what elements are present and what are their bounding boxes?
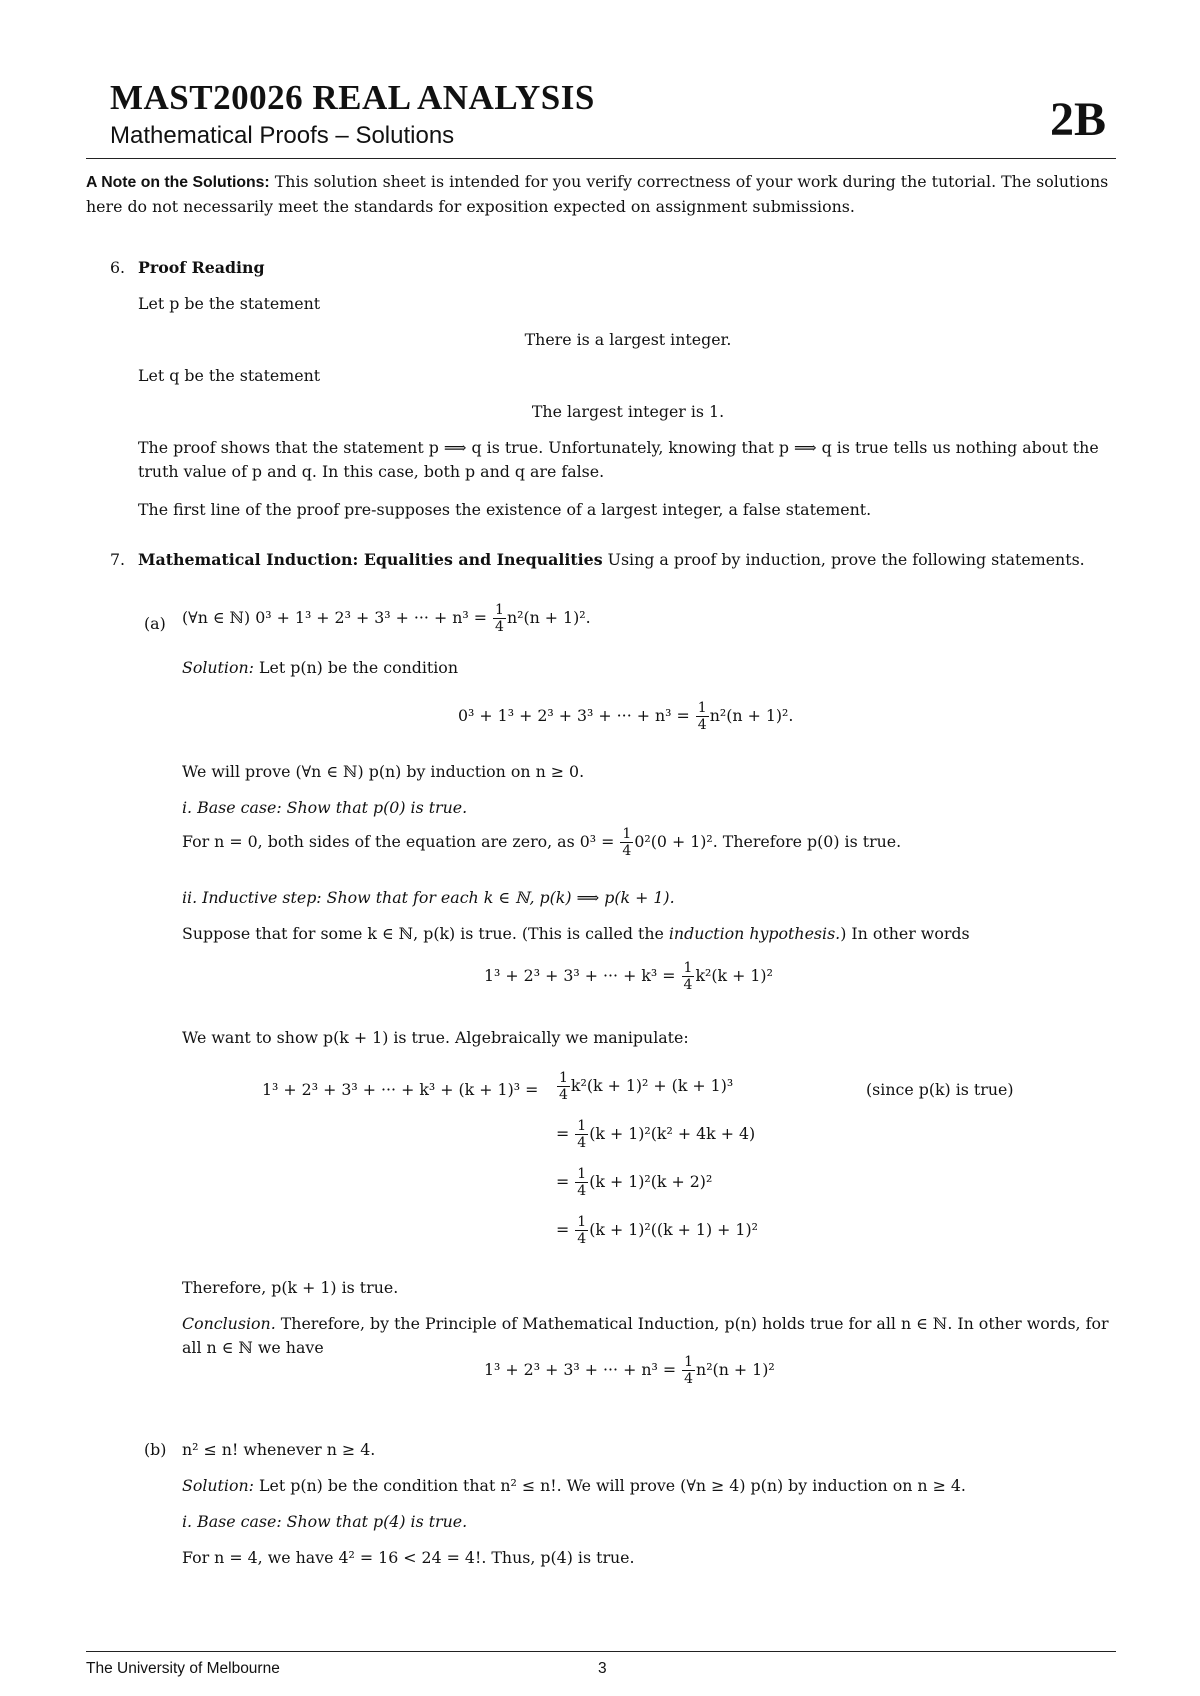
- q7a-label: (a): [144, 614, 166, 633]
- page-subtitle: Mathematical Proofs – Solutions: [110, 122, 455, 149]
- solutions-note: [86, 170, 1126, 219]
- q7a-conclusion: Conclusion. Therefore, by the Principle of Mathematical Induction, p(n) holds true for all n ∈ ℕ. In other words, for all n ∈ ℕ we have: [182, 1314, 1109, 1357]
- q7-intro: Using a proof by induction, prove the following statements.: [607, 550, 1085, 569]
- fraction-one-quarter: $\frac{1}{4}$: [495, 602, 504, 635]
- q6-statement-p: There is a largest integer.: [524, 330, 732, 349]
- align-note: (since p(k) is true): [866, 1080, 1014, 1099]
- q7a-display-equation-1: 0³ + 1³ + 2³ + 3³ + ··· + n³ = $\frac{1}{4}$ n²(n + 1)².: [458, 700, 794, 733]
- align-row-4: = $\frac{1}{4}$ (k + 1)²((k + 1) + 1)²: [556, 1214, 758, 1247]
- q7b-solution: Solution: Let p(n) be the condition that n² ≤ n!. We will prove (∀n ≥ 4) p(n) by induction on n ≥ 4.: [182, 1476, 966, 1495]
- q7a-step-heading: ii. Inductive step: Show that for each k ∈ ℕ, p(k) ⟹ p(k + 1).: [182, 888, 675, 907]
- q6-number: 6.: [110, 258, 126, 277]
- align-lhs: 1³ + 2³ + 3³ + ··· + k³ + (k + 1)³ =: [262, 1080, 539, 1099]
- q7a-statement: (∀n ∈ ℕ) 0³ + 1³ + 2³ + 3³ + ··· + n³ = $\frac{1}{4}$ n²(n + 1)².: [182, 602, 591, 635]
- align-row-2: = $\frac{1}{4}$ (k + 1)²(k² + 4k + 4): [556, 1118, 756, 1151]
- q7a-solution: Solution: Let p(n) be the condition: [182, 658, 458, 677]
- q7a-step-text: Suppose that for some k ∈ ℕ, p(k) is true. (This is called the induction hypothesis.) In other words: [182, 924, 970, 943]
- solution-label: Solution:: [182, 658, 254, 677]
- q6-heading: Proof Reading: [138, 258, 265, 277]
- q6-paragraph-1: The proof shows that the statement p ⟹ q is true. Unfortunately, knowing that p ⟹ q is true tells us nothing about the truth value of p and q. In this case, both p and q are false.: [138, 438, 1099, 481]
- q7a-therefore: Therefore, p(k + 1) is true.: [182, 1278, 399, 1297]
- q7b-statement: n² ≤ n! whenever n ≥ 4.: [182, 1440, 376, 1459]
- page-number: 3: [598, 1660, 607, 1677]
- q6-let-q: Let q be the statement: [138, 366, 321, 385]
- q6-let-p: Let p be the statement: [138, 294, 321, 313]
- q7b-base-heading: i. Base case: Show that p(4) is true.: [182, 1512, 468, 1531]
- q7-heading: Mathematical Induction: Equalities and Inequalities: [138, 550, 603, 569]
- note-text: This solution sheet is intended for you verify correctness of your work during the tutorial. The solutions here do not necessarily meet the standards for exposition expected on assignment submissions.: [86, 172, 1109, 216]
- q7b-base-text: For n = 4, we have 4² = 16 < 24 = 4!. Thus, p(4) is true.: [182, 1548, 635, 1567]
- q7-number: 7.: [110, 550, 126, 569]
- q6-statement-q: The largest integer is 1.: [531, 402, 725, 421]
- q7a-plan: We will prove (∀n ∈ ℕ) p(n) by induction on n ≥ 0.: [182, 762, 585, 781]
- q7a-base-heading: i. Base case: Show that p(0) is true.: [182, 798, 468, 817]
- q6-paragraph-2: The first line of the proof pre-supposes the existence of a largest integer, a false statement.: [138, 500, 872, 519]
- footer-rule: [86, 1651, 1116, 1652]
- header-rule: [86, 158, 1116, 159]
- q7a-base-text: For n = 0, both sides of the equation are zero, as 0³ = $\frac{1}{4}$ 0²(0 + 1)². Therefore p(0) is true.: [182, 826, 902, 859]
- align-row-3: = $\frac{1}{4}$ (k + 1)²(k + 2)²: [556, 1166, 713, 1199]
- page-title: MAST20026 REAL ANALYSIS: [110, 78, 595, 117]
- sheet-code: 2B: [1049, 93, 1106, 146]
- q7a-display-equation-3: 1³ + 2³ + 3³ + ··· + n³ = $\frac{1}{4}$ n²(n + 1)²: [484, 1354, 775, 1387]
- q7a-want-text: We want to show p(k + 1) is true. Algebraically we manipulate:: [182, 1028, 689, 1047]
- note-label: A Note on the Solutions:: [86, 174, 270, 191]
- footer-institution: The University of Melbourne: [86, 1660, 280, 1677]
- q7a-display-equation-2: 1³ + 2³ + 3³ + ··· + k³ = $\frac{1}{4}$ k²(k + 1)²: [484, 960, 773, 993]
- align-row-1: $\frac{1}{4}$ k²(k + 1)² + (k + 1)³: [559, 1070, 734, 1103]
- conclusion-label: Conclusion.: [182, 1314, 276, 1333]
- q7-intro-block: [138, 548, 1123, 572]
- q7b-label: (b): [144, 1440, 167, 1459]
